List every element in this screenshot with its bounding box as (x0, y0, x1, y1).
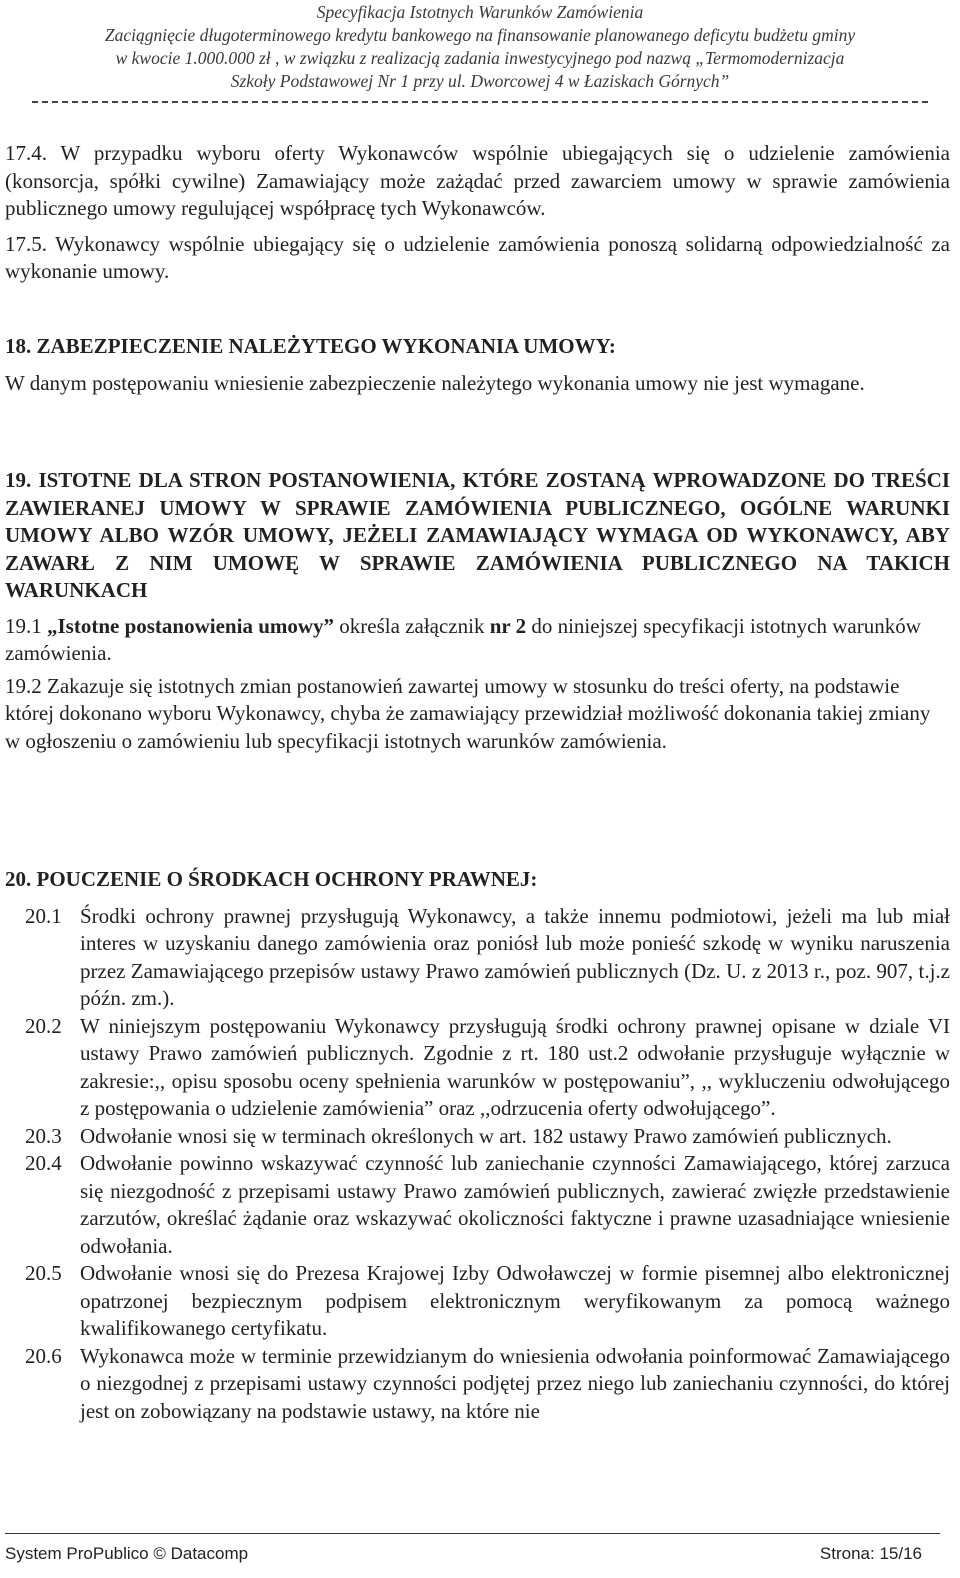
paragraph-17-5: 17.5. Wykonawcy wspólnie ubiegający się o udzielenie zamówienia ponoszą solidarną odpowiedzialność za wykonanie umowy. (5, 231, 950, 283)
list-item (5, 1013, 950, 1123)
page-footer (5, 1544, 922, 1564)
p19-1-bold2: nr 2 (489, 613, 527, 638)
item-text: Wykonawca może w terminie przewidzianym do wniesienia odwołania poinformować Zamawiającego o niezgodnej z przepisami ustawy czynności podjętej przez niego lub zaniechaniu czynności, do której jest on zobowiązany na podstawie ustawy, na które nie (80, 1343, 950, 1423)
item-text: W niniejszym postępowaniu Wykonawcy przysługują środki ochrony prawnej opisane w dziale VI ustawy Prawo zamówień publicznych. Zgodnie z rt. 180 ust.2 odwołanie przysługuje wyłącznie w zakresie:,, opisu sposobu oceny spełnienia warunków w postępowaniu”, ,, wykluczeniu odwołującego z postępowania o udzielenie zamówienia” oraz ,,odrzucenia oferty odwołującego”. (80, 1013, 950, 1120)
section-19-title: 19. ISTOTNE DLA STRON POSTANOWIENIA, KTÓRE ZOSTANĄ WPROWADZONE DO TREŚCI ZAWIERANEJ UMOWY W SPRAWIE ZAMÓWIENIA PUBLICZNEGO, OGÓLNE WARUNKI UMOWY ALBO WZÓR UMOWY, JEŻELI ZAMAWIAJĄCY WYMAGA OD WYKONAWCY, ABY ZAWARŁ Z NIM UMOWĘ W SPRAWIE ZAMÓWIENIA PUBLICZNEGO NA TAKICH WARUNKACH (5, 468, 950, 602)
paragraph-17-4: 17.4. W przypadku wyboru oferty Wykonawców wspólnie ubiegających się o udzielenie zamówienia (konsorcja, spółki cywilne) Zamawiający może zażądać przed zawarciem umowy w sprawie zamówienia publicznego umowy regulującej współpracę tych Wykonawców. (5, 141, 950, 220)
page-header (0, 0, 960, 93)
item-text: Odwołanie wnosi się w terminach określonych w art. 182 ustawy Prawo zamówień publicznych. (80, 1123, 892, 1148)
list-item (5, 1123, 950, 1151)
header-divider (32, 96, 928, 108)
header-line-3: w kwocie 1.000.000 zł , w związku z realizacją zadania inwestycyjnego pod nazwą „Termomodernizacja (115, 48, 845, 68)
p19-1-num: 19.1 (5, 613, 47, 638)
list-item (5, 1343, 950, 1426)
p19-1-mid: określa załącznik (334, 613, 490, 638)
section-18-text: W danym postępowaniu wniesienie zabezpieczenie należytego wykonania umowy nie jest wymagane. (5, 370, 865, 395)
item-text: Odwołanie powinno wskazywać czynność lub zaniechanie czynności Zamawiającego, której zarzuca się niezgodność z przepisami ustawy Prawo zamówień publicznych, zawierać zwięzłe przedstawienie zarzutów, określać żądanie oraz wskazywać okoliczności faktyczne i prawne uzasadniające wniesienie odwołania. (80, 1151, 950, 1258)
item-number: 20.3 (25, 1123, 62, 1148)
section-17 (5, 140, 950, 286)
header-line-1: Specyfikacja Istotnych Warunków Zamówienia (316, 2, 644, 22)
section-18-title: 18. ZABEZPIECZENIE NALEŻYTEGO WYKONANIA UMOWY: (5, 334, 616, 358)
list-item (5, 903, 950, 1013)
item-text: Środki ochrony prawnej przysługują Wykonawcy, a także innemu podmiotowi, jeżeli ma lub miał interes w uzyskaniu danego zamówienia oraz poniósł lub może ponieść szkodę w wyniku naruszenia przez Zamawiającego przepisów ustawy Prawo zamówień publicznych (Dz. U. z 2013 r., poz. 907, t.j.z późn. zm.). (80, 903, 950, 1010)
item-text: Odwołanie wnosi się do Prezesa Krajowej Izby Odwoławczej w formie pisemnej albo elektronicznej opatrzonej bezpiecznym podpisem elektronicznym weryfikowanym za pomocą ważnego kwalifikowanego certyfikatu. (80, 1261, 950, 1340)
item-number: 20.5 (25, 1261, 62, 1285)
list-item (5, 1260, 950, 1343)
item-number: 20.6 (25, 1343, 62, 1368)
header-line-4: Szkoły Podstawowej Nr 1 przy ul. Dworcowej 4 w Łaziskach Górnych” (230, 71, 730, 91)
header-line-2: Zaciągnięcie długoterminowego kredytu bankowego na finansowanie planowanego deficytu budżetu gminy (104, 25, 856, 45)
footer-divider (5, 1533, 940, 1534)
section-20 (5, 866, 950, 1425)
section-19 (5, 467, 950, 755)
p19-1-bold: „Istotne postanowienia umowy” (47, 613, 335, 638)
list-item (5, 1150, 950, 1260)
footer-system-name: System ProPublico © Datacomp (5, 1544, 249, 1563)
section-20-title: 20. POUCZENIE O ŚRODKACH OCHRONY PRAWNEJ: (5, 867, 538, 891)
item-number: 20.2 (25, 1013, 62, 1038)
footer-page-number: Strona: 15/16 (819, 1544, 922, 1563)
paragraph-19-2: 19.2 Zakazuje się istotnych zmian postanowień zawartej umowy w stosunku do treści oferty, na podstawie której dokonano wyboru Wykonawcy, chyba że zamawiający przewidział możliwość dokonania takiej zmiany w ogłoszeniu o zamówieniu lub specyfikacji istotnych warunków zamówienia. (5, 673, 931, 753)
p19-1-end: do niniejszej specyfikacji istotnych warunków zamówienia. (5, 613, 921, 665)
section-20-list (5, 903, 950, 1426)
section-18 (5, 333, 950, 397)
item-number: 20.1 (25, 903, 62, 928)
paragraph-19-1 (5, 613, 950, 668)
item-number: 20.4 (25, 1151, 62, 1175)
